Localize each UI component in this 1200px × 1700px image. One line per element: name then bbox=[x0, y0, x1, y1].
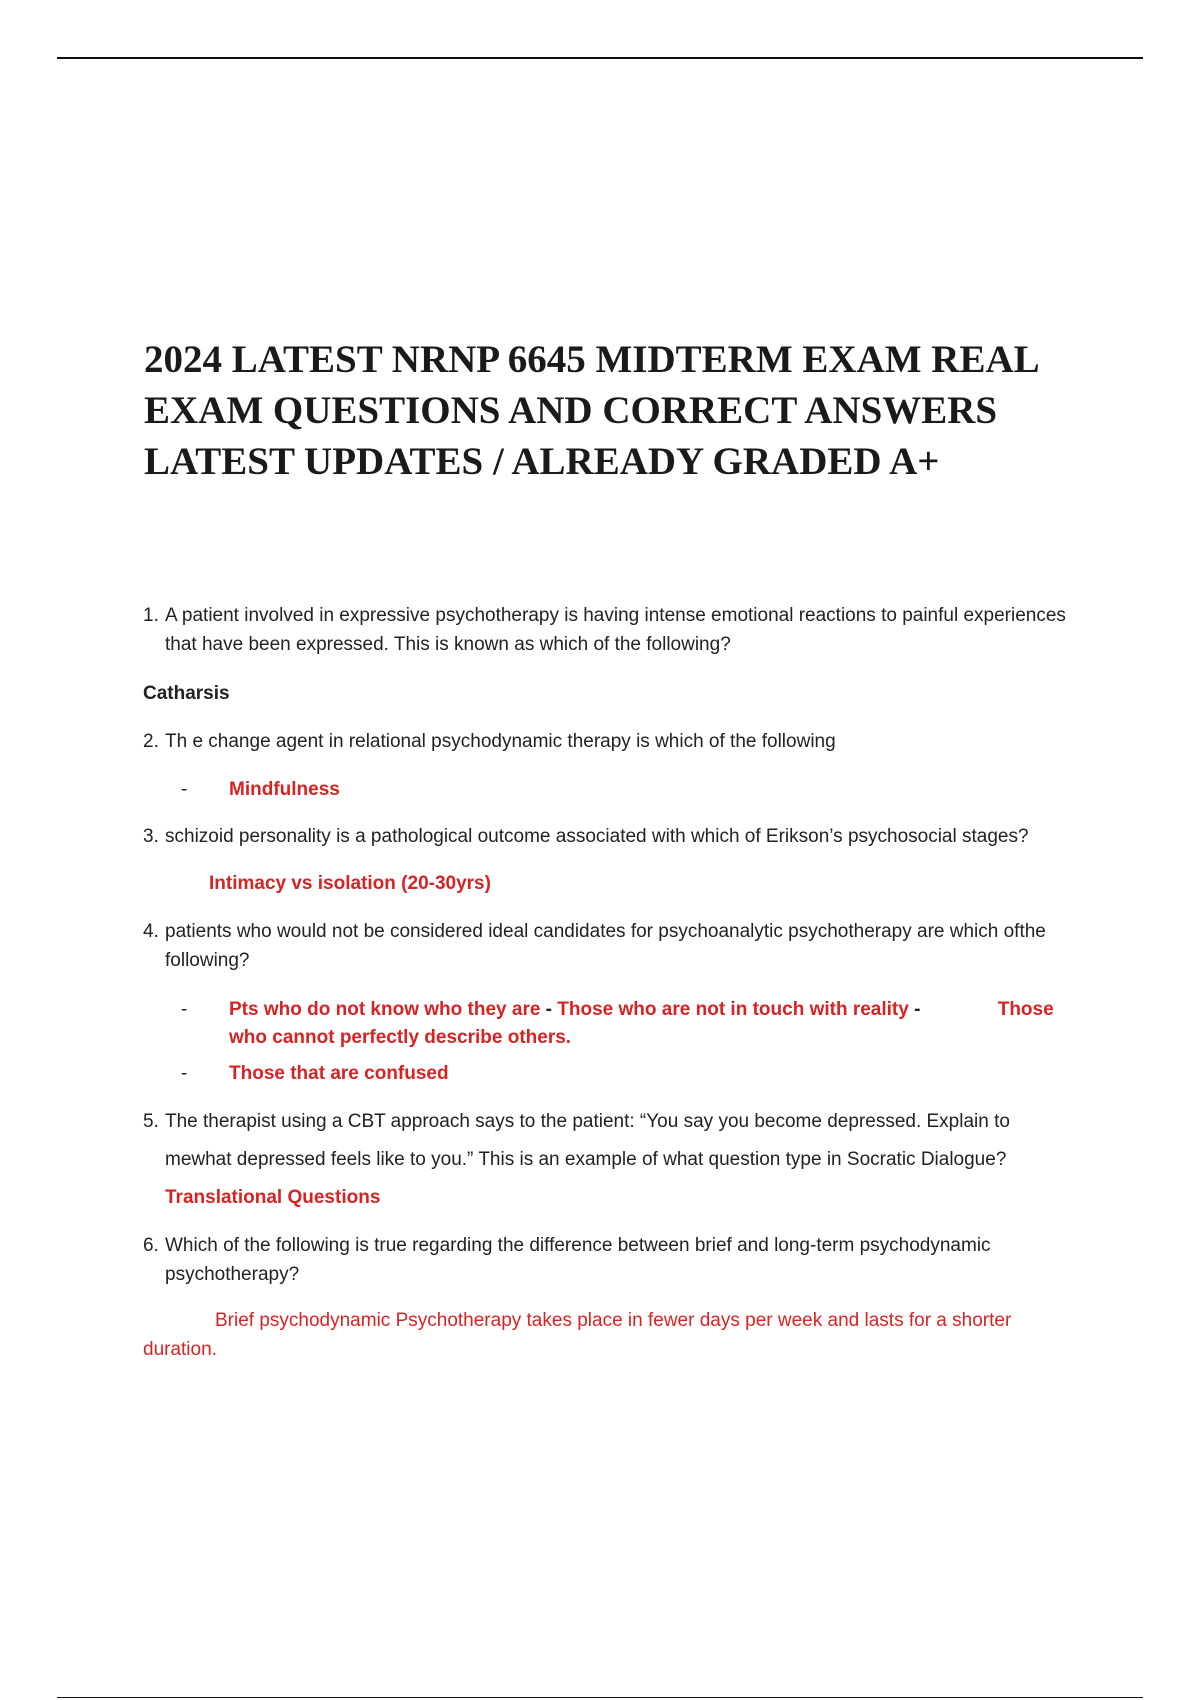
answer-5: Translational Questions bbox=[165, 1187, 381, 1208]
answer-1: Catharsis bbox=[143, 683, 230, 704]
bullet-dash: - bbox=[181, 999, 188, 1020]
bullet-dash: - bbox=[181, 1063, 188, 1084]
bottom-rule bbox=[57, 1697, 1143, 1698]
question-number: 5. bbox=[143, 1111, 159, 1132]
question-1 bbox=[143, 601, 1093, 659]
question-3 bbox=[143, 822, 1093, 851]
question-text-line-1: The therapist using a CBT approach says to the patient: “You say you become depressed. Explain to bbox=[165, 1111, 1010, 1132]
question-5-line-2 bbox=[143, 1145, 1093, 1174]
question-text: patients who would not be considered ideal candidates for psychoanalytic psychotherapy are which ofthe following? bbox=[165, 921, 1046, 971]
answer-6: Brief psychodynamic Psychotherapy takes place in fewer days per week and lasts for a shorter duration. bbox=[143, 1310, 1012, 1360]
bullet-dash: - bbox=[181, 779, 188, 800]
top-rule bbox=[57, 57, 1143, 59]
answer-text: Mindfulness bbox=[229, 779, 340, 800]
answer-part: Those who are not in touch with reality bbox=[557, 999, 909, 1020]
question-text: Which of the following is true regarding the difference between brief and long-term psychodynamic psychotherapy? bbox=[165, 1235, 991, 1285]
answer-part: Pts who do not know who they are bbox=[229, 999, 541, 1020]
question-2 bbox=[143, 727, 1093, 756]
question-text-line-2: mewhat depressed feels like to you.” This is an example of what question type in Socratic Dialogue? bbox=[165, 1149, 1007, 1170]
answer-4b bbox=[181, 1059, 1071, 1088]
question-6 bbox=[143, 1231, 1093, 1289]
question-number: 4. bbox=[143, 921, 159, 942]
answer-separator: - bbox=[540, 999, 558, 1020]
question-5 bbox=[143, 1107, 1093, 1136]
answer-2 bbox=[181, 775, 1071, 804]
answer-3: Intimacy vs isolation (20-30yrs) bbox=[209, 873, 491, 894]
question-number: 1. bbox=[143, 605, 159, 626]
question-4 bbox=[143, 917, 1093, 975]
document-title: 2024 LATEST NRNP 6645 MIDTERM EXAM REAL EXAM QUESTIONS AND CORRECT ANSWERS LATEST UPDATES / ALREADY GRADED A+ bbox=[144, 338, 1038, 483]
question-text: A patient involved in expressive psychotherapy is having intense emotional reactions to painful experiences that have been expressed. This is known as which of the following? bbox=[165, 605, 1066, 655]
question-number: 2. bbox=[143, 731, 159, 752]
question-text: schizoid personality is a pathological outcome associated with which of Erikson’s psychosocial stages? bbox=[165, 826, 1029, 847]
question-number: 6. bbox=[143, 1235, 159, 1256]
answer-part: Those who cannot perfectly describe others. bbox=[229, 999, 1054, 1048]
question-number: 3. bbox=[143, 826, 159, 847]
answer-4 bbox=[181, 996, 1071, 1052]
answer-text: Those that are confused bbox=[229, 1063, 449, 1084]
answer-separator: - bbox=[908, 999, 926, 1020]
question-text: Th e change agent in relational psychodynamic therapy is which of the following bbox=[165, 731, 836, 752]
